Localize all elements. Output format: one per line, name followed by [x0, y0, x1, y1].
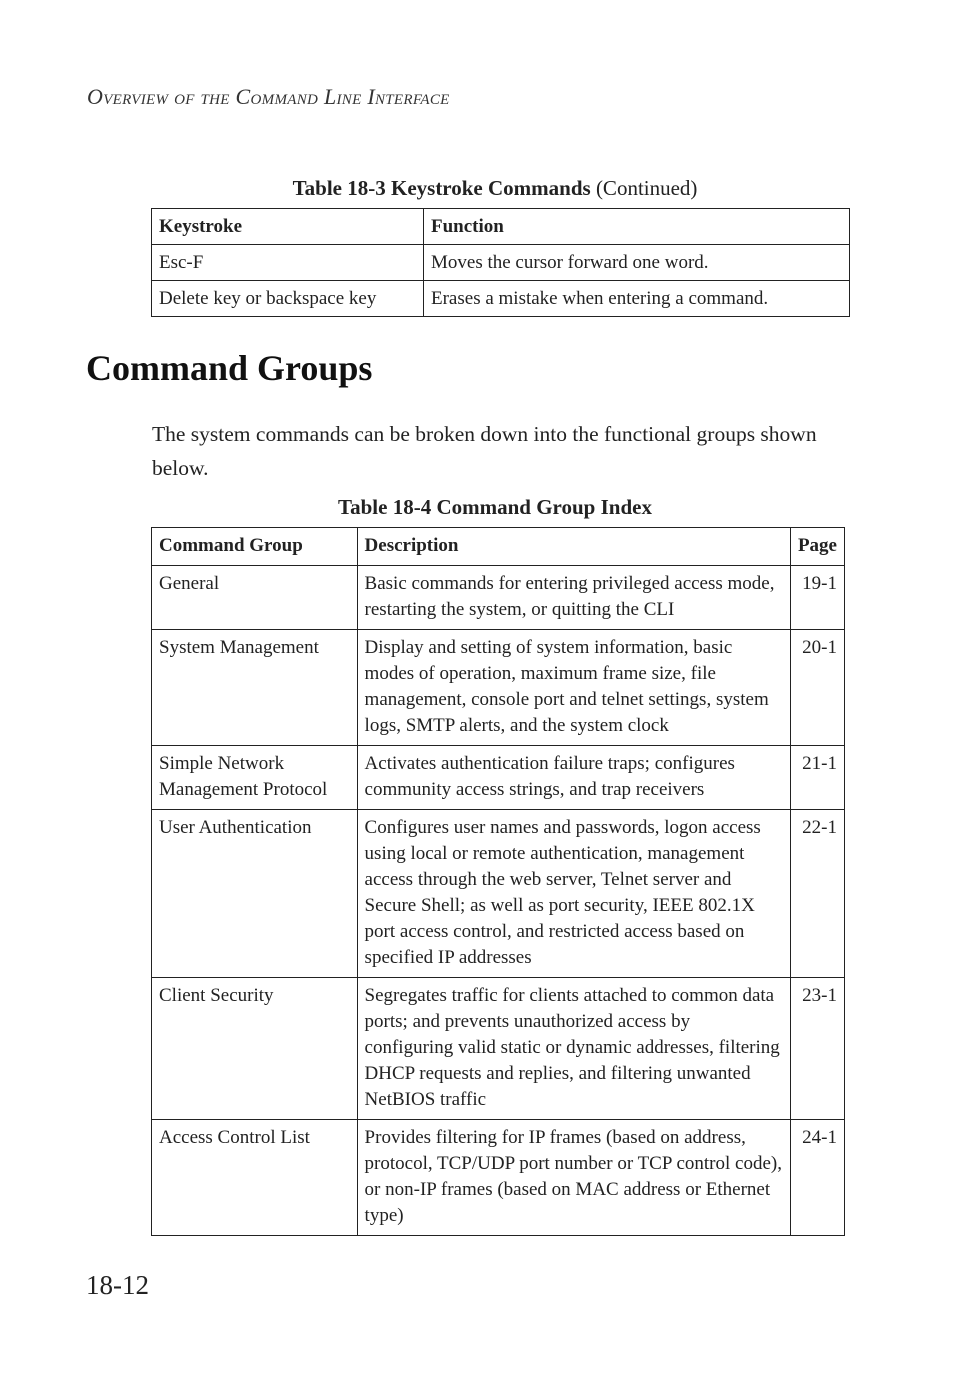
- header-function: Function: [424, 209, 850, 245]
- page-cell: 23-1: [790, 978, 844, 1120]
- header-page: Page: [790, 528, 844, 566]
- table-header-row: [152, 209, 850, 245]
- header-description: Description: [357, 528, 790, 566]
- function-cell: Erases a mistake when entering a command.: [424, 281, 850, 317]
- command-group-cell: User Authentication: [152, 810, 358, 978]
- description-cell: Configures user names and passwords, logon access using local or remote authentication, management access through the web server, Telnet server and Secure Shell; as well as port security, IEEE 802.1X port access control, and restricted access based on specified IP addresses: [357, 810, 790, 978]
- table-18-3-caption-continued: (Continued): [595, 176, 698, 200]
- keystroke-cell: Esc-F: [152, 245, 424, 281]
- description-cell: Segregates traffic for clients attached to common data ports; and prevents unauthorized access by configuring valid static or dynamic addresses, filtering DHCP requests and replies, and filtering unwanted NetBIOS traffic: [357, 978, 790, 1120]
- intro-paragraph: The system commands can be broken down into the functional groups shown below.: [152, 422, 817, 480]
- table-18-3-caption-title: Table 18-3 Keystroke Commands: [292, 176, 591, 200]
- command-group-cell: General: [152, 566, 358, 630]
- command-group-cell: Simple Network Management Protocol: [152, 746, 358, 810]
- command-group-cell: System Management: [152, 630, 358, 746]
- page-number: 18-12: [86, 1270, 149, 1300]
- table-header-row: [152, 528, 845, 566]
- table-row: [152, 630, 845, 746]
- page-cell: 22-1: [790, 810, 844, 978]
- command-group-cell: Client Security: [152, 978, 358, 1120]
- command-group-index-table: [151, 527, 845, 1236]
- section-title: Command Groups: [86, 348, 373, 388]
- description-cell: Activates authentication failure traps; configures community access strings, and trap receivers: [357, 746, 790, 810]
- page-cell: 19-1: [790, 566, 844, 630]
- description-cell: Basic commands for entering privileged access mode, restarting the system, or quitting the CLI: [357, 566, 790, 630]
- keystroke-cell: Delete key or backspace key: [152, 281, 424, 317]
- table-row: [152, 978, 845, 1120]
- page-cell: 21-1: [790, 746, 844, 810]
- running-head: Overview of the Command Line Interface: [87, 84, 450, 109]
- description-cell: Provides filtering for IP frames (based on address, protocol, TCP/UDP port number or TCP control code), or non-IP frames (based on MAC address or Ethernet type): [357, 1120, 790, 1236]
- page-cell: 24-1: [790, 1120, 844, 1236]
- table-row: [152, 1120, 845, 1236]
- table-18-3-caption: [18, 176, 954, 201]
- keystroke-commands-table: [151, 208, 850, 317]
- function-cell: Moves the cursor forward one word.: [424, 245, 850, 281]
- table-row: [152, 245, 850, 281]
- table-row: [152, 810, 845, 978]
- page-cell: 20-1: [790, 630, 844, 746]
- table-row: [152, 281, 850, 317]
- description-cell: Display and setting of system information, basic modes of operation, maximum frame size, file management, console port and telnet settings, system logs, SMTP alerts, and the system clock: [357, 630, 790, 746]
- header-command-group: Command Group: [152, 528, 358, 566]
- header-keystroke: Keystroke: [152, 209, 424, 245]
- command-group-cell: Access Control List: [152, 1120, 358, 1236]
- table-row: [152, 566, 845, 630]
- table-row: [152, 746, 845, 810]
- table-18-4-caption: [18, 495, 954, 520]
- table-18-4-caption-title: Table 18-4 Command Group Index: [338, 495, 652, 519]
